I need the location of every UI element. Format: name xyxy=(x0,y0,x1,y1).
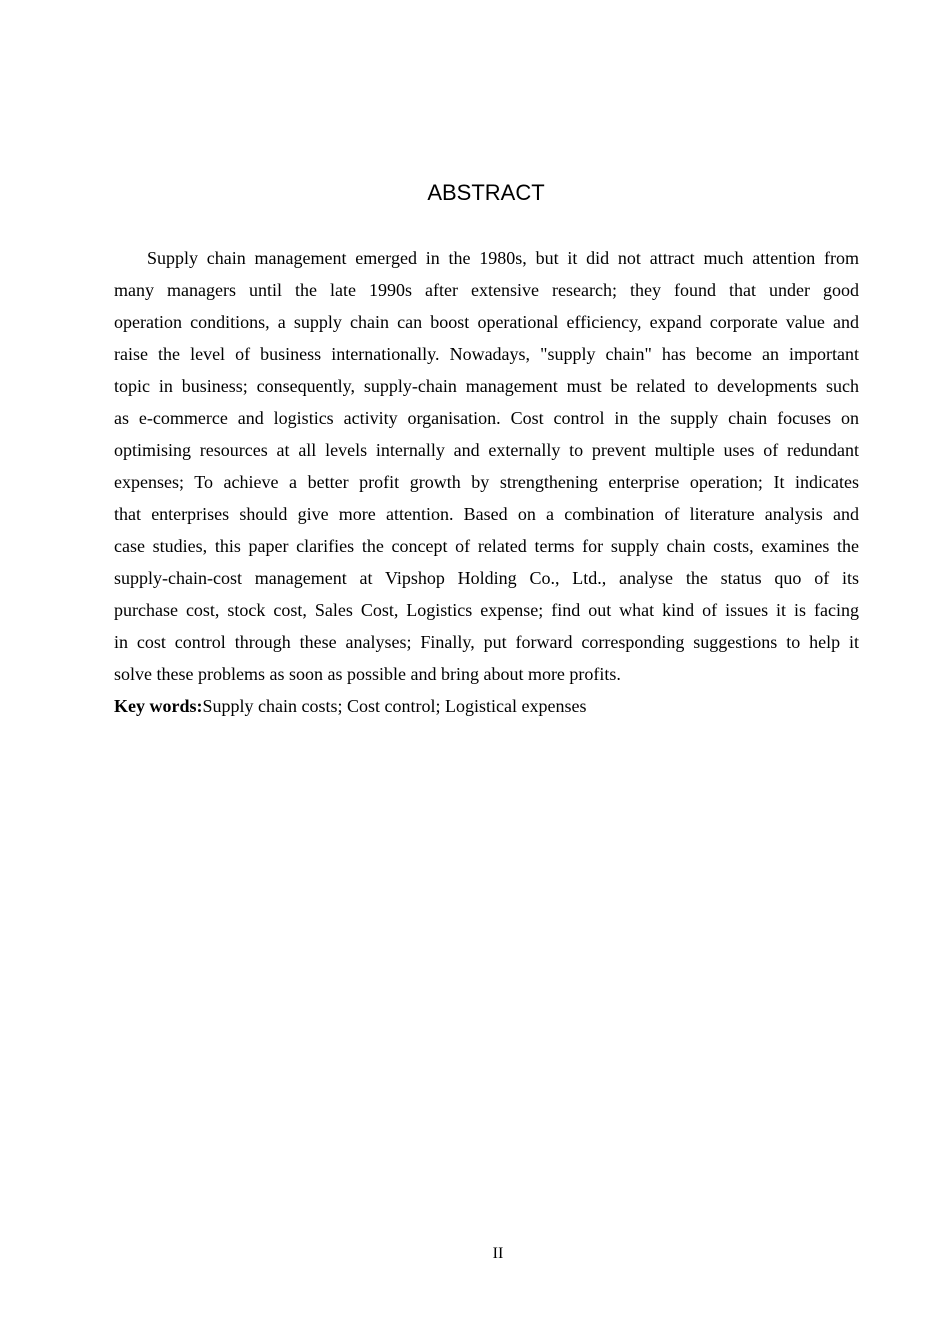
page-title: ABSTRACT xyxy=(427,180,545,205)
abstract-line: operation conditions, a supply chain can boost operational efficiency, expand corporate value and xyxy=(114,312,859,332)
abstract-line: purchase cost, stock cost, Sales Cost, Logistics expense; find out what kind of issues it is facing xyxy=(114,600,859,620)
abstract-line: solve these problems as soon as possible and bring about more profits. xyxy=(114,664,621,684)
keywords-line xyxy=(114,690,859,722)
abstract-line: optimising resources at all levels internally and externally to prevent multiple uses of redundant xyxy=(114,440,859,460)
keywords-label: Key words: xyxy=(114,696,203,716)
abstract-line: supply-chain-cost management at Vipshop Holding Co., Ltd., analyse the status quo of its xyxy=(114,568,859,588)
abstract-line: topic in business; consequently, supply-chain management must be related to developments such xyxy=(114,376,859,396)
abstract-body xyxy=(114,242,859,722)
abstract-line: that enterprises should give more attention. Based on a combination of literature analysis and xyxy=(114,504,859,524)
abstract-line: in cost control through these analyses; Finally, put forward corresponding suggestions to help it xyxy=(114,632,859,652)
abstract-line: many managers until the late 1990s after extensive research; they found that under good xyxy=(114,280,859,300)
abstract-line: raise the level of business internationally. Nowadays, "supply chain" has become an important xyxy=(114,344,859,364)
abstract-line: expenses; To achieve a better profit growth by strengthening enterprise operation; It indicates xyxy=(114,472,859,492)
page-number: II xyxy=(492,1245,504,1262)
abstract-line: as e-commerce and logistics activity organisation. Cost control in the supply chain focuses on xyxy=(114,408,859,428)
abstract-line: Supply chain management emerged in the 1980s, but it did not attract much attention from xyxy=(147,248,859,268)
keywords-value: Supply chain costs; Cost control; Logistical expenses xyxy=(202,696,587,716)
abstract-line: case studies, this paper clarifies the concept of related terms for supply chain costs, examines the xyxy=(114,536,859,556)
